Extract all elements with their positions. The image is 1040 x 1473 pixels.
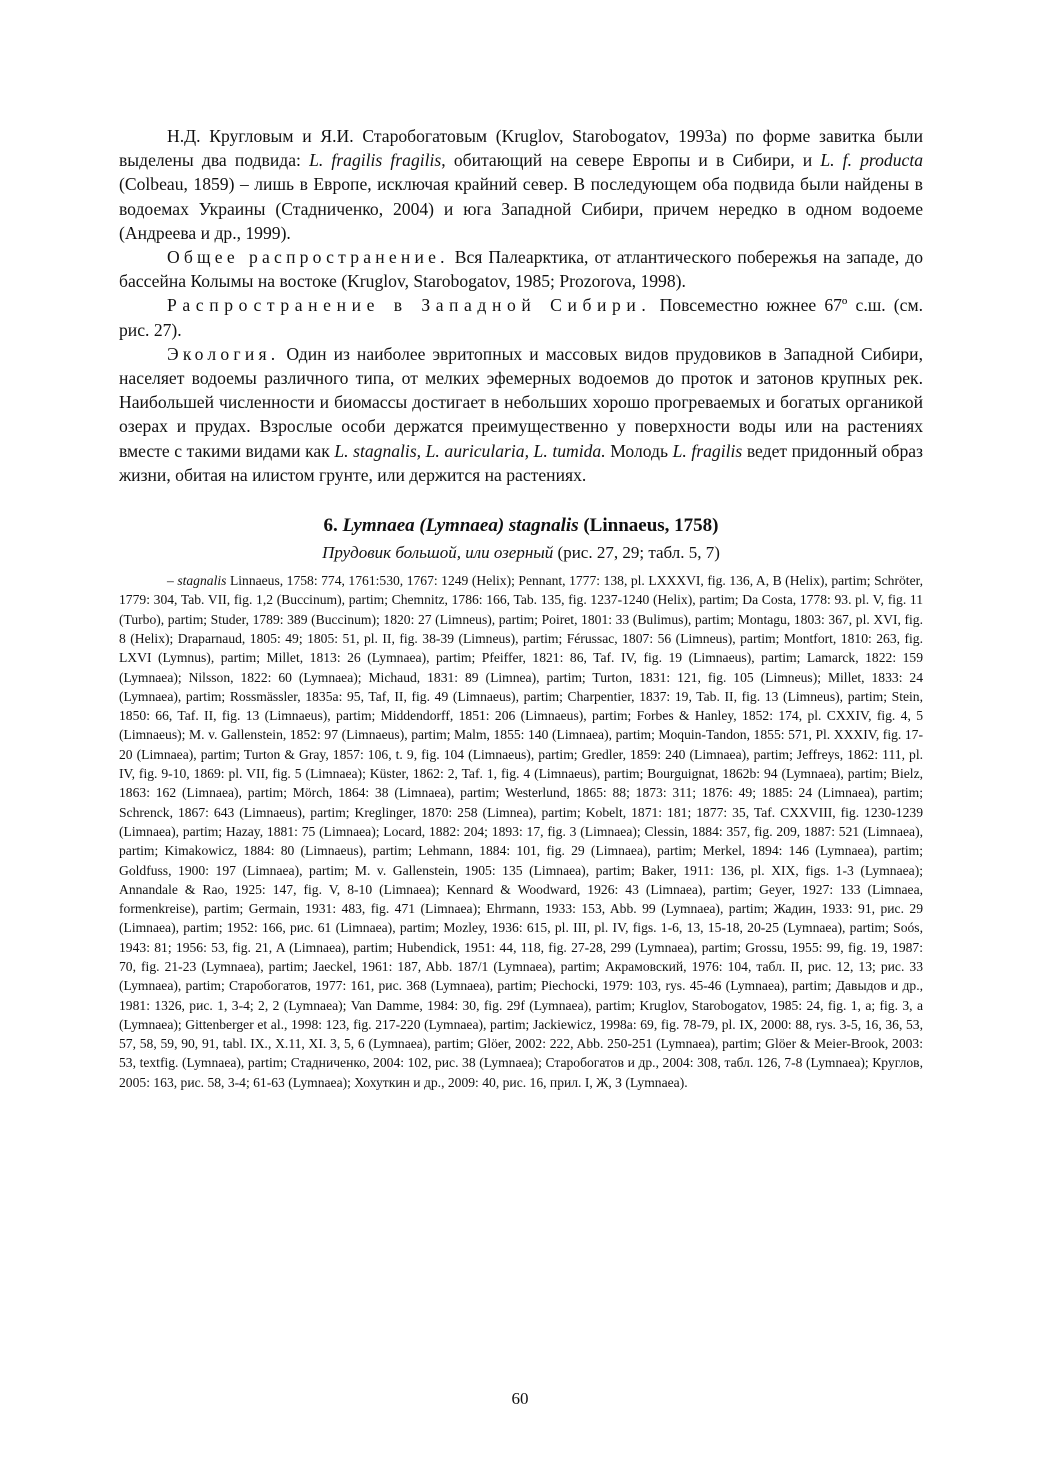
paragraph-west-siberia-distribution (119, 293, 923, 341)
species-heading (119, 515, 923, 537)
taxon-name: L. fragilis fragilis (309, 150, 442, 171)
common-name: Прудовик большой, или озерный (322, 543, 554, 563)
paragraph-general-distribution (119, 245, 923, 293)
species-name: Lymnaea (Lymnaea) stagnalis (342, 515, 579, 537)
section-label: Распространение в Западной Сибири. (167, 295, 652, 316)
text-run: Один из наиболее эвритопных и массовых видов прудовиков в Западной Сибири, населяет водоемы различного типа, от мелких эфемерных водоемов до проток и затонов крупных рек. Наибольшей численности и биомассы достигает в небольших хорошо прогреваемых и богатых органикой озерах и прудах. Взрослые особи держатся преимущественно у поверхности воды или на растениях вместе с такими видами как (119, 343, 923, 461)
taxon-name: stagnalis (177, 573, 227, 589)
text-run: Молодь (610, 440, 669, 461)
text-run: Н.Д. Кругловым и Я.И. Старобогатовым (Kruglov, Starobogatov, 1993a) по форме завитка были выделены два подвида: (119, 126, 923, 171)
paragraph-ecology (119, 342, 923, 487)
text-run: ведет придонный образ жизни, обитая на илистом грунте, или держится на растениях. (119, 440, 923, 485)
species-subheading (119, 543, 923, 563)
section-label: Экология. (167, 343, 280, 364)
taxon-name: L. stagnalis, L. auricularia, L. tumida. (334, 440, 606, 461)
text-run: (Colbeau, 1859) – лишь в Европе, исключая крайний север. В последующем оба подвида были найдены в водоемах Украины (Стадниченко, 2004) и юга Западной Сибири, причем нередко в одном водоеме (Андреева и др., 1999). (119, 174, 923, 243)
heading-number: 6. (323, 515, 338, 537)
synonymy-text: Linnaeus, 1758: 774, 1761:530, 1767: 1249 (Helix); Pennant, 1777: 138, pl. LXXXVI, fig. 136, A, B (Helix), partim; Schröter, 1779: 304, Tab. VII, fig. 1,2 (Buccinum), partim; Chemnitz, 1786: 166, Tab. 135, fig. 1237-1240 (Helix), partim; Da Costa, 1778: 93. pl. V, fig. 11 (Turbo), partim; Studer, 1789: 389 (Buccinum); 1820: 27 (Limneus), partim; Poiret, 1801: 33 (Bulimus), partim; Montagu, 1803: 367, pl. XVI, fig. 8 (Helix); Draparnaud, 1805: 49; 1805: 51, pl. II, fig. 38-39 (Limneus), partim; Férussac, 1807: 56 (Limneus), partim; Montfort, 1810: 263, fig. LXVI (Lymnus), partim; Millet, 1813: 26 (Lymnaea), partim; Pfeiffer, 1821: 86, Taf. IV, fig. 19 (Limnaeus), partim; Lamarck, 1822: 159 (Lymnaea); Nilsson, 1822: 60 (Lymnaea); Michaud, 1831: 89 (Limnea), partim; Turton, 1831: 121, fig. 105 (Limneus); Millet, 1833: 24 (Lymnaea), partim; Rossmässler, 1835a: 95, Taf, II, fig. 49 (Limnaeus), partim; Charpentier, 1837: 19, Tab. II, fig. 13 (Limneus), partim; Stein, 1850: 66, Taf. II, fig. 13 (Limnaeus), partim; Middendorff, 1851: 206 (Limnaeus), partim; Forbes & Hanley, 1852: 174, pl. CXXIV, fig. 4, 5 (Limnaeus); M. v. Gallenstein, 1852: 97 (Limnaeus), partim; Malm, 1855: 140 (Limnaea), partim; Moquin-Tandon, 1855: 571, Pl. XXXIV, fig. 17-20 (Limnaea), partim; Turton & Gray, 1857: 106, t. 9, fig. 104 (Limnaeus), partim; Gredler, 1859: 240 (Limnaea), partim; Jeffreys, 1862: 111, pl. IV, fig. 9-10, 1869: pl. VII, fig. 5 (Limnaea); Küster, 1862: 2, Taf. 1, fig. 4 (Limnaeus), partim; Bourguignat, 1862b: 94 (Lymnaea), partim; Bielz, 1863: 162 (Limnaea), partim; Mörch, 1864: 38 (Limnaea), partim; Westerlund, 1865: 88; 1873: 311; 1876: 49; 1885: 24 (Limnaea), partim; Schrenck, 1867: 643 (Limnaeus), partim; Kreglinger, 1870: 258 (Limnea), partim; Kobelt, 1871: 181; 1877: 35, Taf. CXXVIII, fig. 1230-1239 (Limnaea), partim; Hazay, 1881: 75 (Limnaea); Locard, 1882: 204; 1893: 17, fig. 3 (Limnaea); Clessin, 1884: 357, fig. 209, 1887: 521 (Limnaea), partim; Kimakowicz, 1884: 80 (Limnaeus), partim; Lehmann, 1884: 101, fig. 29 (Limnaea), partim; Merkel, 1894: 146 (Lymnaea), partim; Goldfuss, 1900: 197 (Limnaea), partim; M. v. Gallenstein, 1905: 135 (Limnaea), partim; Baker, 1911: 136, pl. XIX, figs. 1-3 (Lymnaea); Annandale & Rao, 1925: 147, fig. V, 8-10 (Limnaea); Kennard & Woodward, 1926: 43 (Limnaea), partim; Geyer, 1927: 133 (Limnaea, formenkreise), partim; Germain, 1931: 483, fig. 471 (Limnaea); Ehrmann, 1933: 153, Abb. 99 (Lymnaea), partim; Жадин, 1933: 91, рис. 29 (Limnaea), partim; 1952: 166, рис. 61 (Limnaea), partim; Mozley, 1936: 615, pl. III, pl. IV, figs. 1-6, 13, 15-18, 20-25 (Lymnaea), partim; Soós, 1943: 81; 1956: 53, fig. 21, A (Limnaea), partim; Hubendick, 1951: 44, 118, fig. 27-28, 299 (Lymnaea), partim; Grossu, 1955: 99, fig. 19, 1987: 70, fig. 21-23 (Lymnaea), partim; Jaeckel, 1961: 187, Abb. 187/1 (Lymnaea), partim; Акрамовский, 1976: 104, табл. II, рис. 12, 13; рис. 33 (Lymnaea), partim; Старобогатов, 1977: 161, рис. 368 (Lymnaea), partim; Piechocki, 1979: 103, rys. 45-46 (Lymnaea), partim; Давыдов и др., 1981: 1326, рис. 1, 3-4; 2, 2 (Lymnaea); Van Damme, 1984: 30, fig. 29f (Lymnaea), partim; Kruglov, Starobogatov, 1985: 24, fig. 1, a; fig. 3, a (Lymnaea); Gittenberger et al., 1998: 123, fig. 217-220 (Lymnaea), partim; Jackiewicz, 1998a: 69, fig. 78-79, pl. IX, 2000: 88, rys. 3-5, 16, 36, 53, 57, 58, 59, 90, 91, tabl. IX., X.11, XI. 3, 5, 6 (Lymnaea), partim; Glöer, 2002: 222, Abb. 250-251 (Lymnaea), partim; Glöer & Meier-Brook, 2003: 53, textfig. (Lymnaea), partim; Стадниченко, 2004: 102, рис. 38 (Lymnaea); Старобогатов и др., 2004: 308, табл. 126, 7-8 (Lymnaea); Круглов, 2005: 163, рис. 58, 3-4; 61-63 (Lymnaea); Хохуткин и др., 2009: 40, рис. 16, прил. I, Ж, З (Lymnaea). (119, 573, 923, 1090)
text-run: , обитающий на севере Европы и в Сибири, и (441, 150, 813, 171)
taxon-name: L. fragilis (672, 440, 743, 461)
taxon-name: L. f. producta (820, 150, 924, 171)
paragraph-subspecies (119, 124, 923, 245)
text-run: Вся Палеарктика, от атлантического побережья на западе, до бассейна Колымы на востоке (Kruglov, Starobogatov, 1985; Prozorova, 1998). (119, 247, 923, 292)
species-author: (Linnaeus, 1758) (583, 515, 719, 537)
text-run: Повсеместно южнее 67º с.ш. (см. рис. 27). (119, 295, 923, 340)
synonymy-list (119, 571, 923, 1092)
page-body (119, 124, 923, 1092)
page-number: 60 (511, 1389, 529, 1408)
figure-refs: (рис. 27, 29; табл. 5, 7) (557, 543, 720, 563)
section-label: Общее распространение. (167, 247, 449, 268)
dash: – (167, 573, 174, 589)
